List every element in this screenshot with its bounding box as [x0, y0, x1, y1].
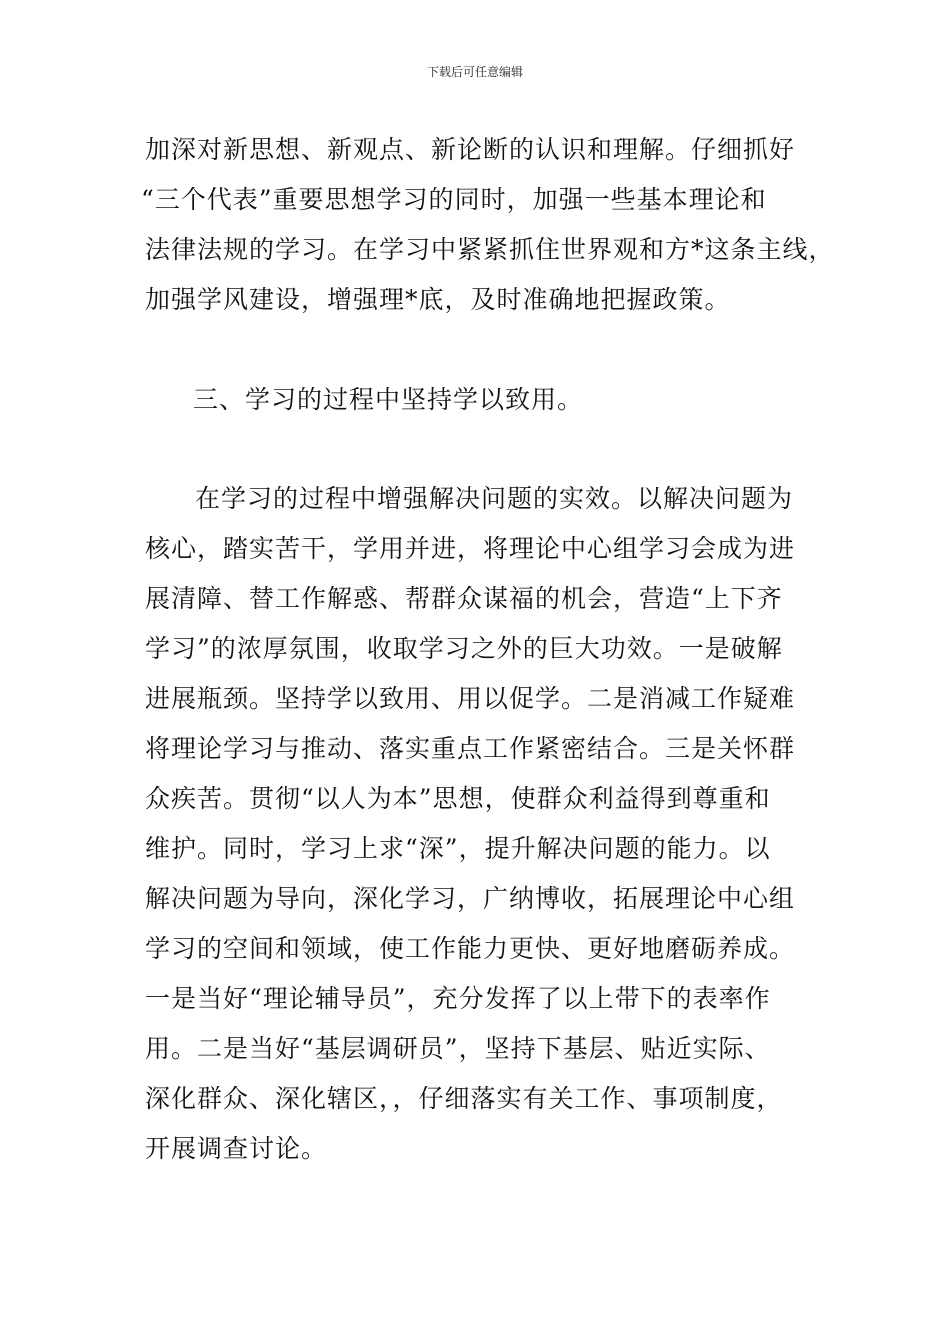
text-line: 在学习的过程中增强解决问题的实效。以解决问题为 — [195, 484, 794, 513]
text-line: 开展调查讨论。 — [145, 1134, 328, 1163]
paragraph-2 — [145, 474, 835, 1174]
text-line: 众疾苦。贯彻“以人为本”思想，使群众利益得到尊重和 — [145, 784, 771, 813]
text-line: 法律法规的学习。在学习中紧紧抓住世界观和方*这条主线， — [145, 235, 835, 264]
text-line: 学习”的浓厚氛围，收取学习之外的巨大功效。一是破解 — [145, 634, 783, 663]
text-line: 深化群众、深化辖区，，仔细落实有关工作、事项制度， — [145, 1084, 783, 1113]
text-line: 用。二是当好“基层调研员”，坚持下基层、贴近实际、 — [145, 1034, 771, 1063]
text-line: 维护。同时，学习上求“深”，提升解决问题的能力。以 — [145, 834, 771, 863]
text-line: 解决问题为导向，深化学习，广纳博收，拓展理论中心组 — [145, 884, 796, 913]
text-line: 学习的空间和领域，使工作能力更快、更好地磨砺养成。 — [145, 934, 796, 963]
page-header-note: 下载后可任意编辑 — [426, 65, 523, 79]
text-line: 加深对新思想、新观点、新论断的认识和理解。仔细抓好 — [145, 135, 796, 164]
text-line: “三个代表”重要思想学习的同时，加强一些基本理论和 — [141, 185, 767, 214]
text-line: 将理论学习与推动、落实重点工作紧密结合。三是关怀群 — [145, 734, 796, 763]
text-line: 展清障、替工作解惑、帮群众谋福的机会，营造“上下齐 — [145, 584, 783, 613]
section-heading-text: 三、学习的过程中坚持学以致用。 — [193, 385, 584, 414]
text-line: 进展瓶颈。坚持学以致用、用以促学。二是消减工作疑难 — [145, 684, 796, 713]
text-line: 加强学风建设，增强理*底，及时准确地把握政策。 — [145, 285, 731, 314]
section-heading — [145, 375, 835, 425]
paragraph-1 — [141, 125, 835, 325]
text-line: 核心，踏实苦干，学用并进，将理论中心组学习会成为进 — [145, 534, 796, 563]
text-line: 一是当好“理论辅导员”，充分发挥了以上带下的表率作 — [145, 984, 771, 1013]
